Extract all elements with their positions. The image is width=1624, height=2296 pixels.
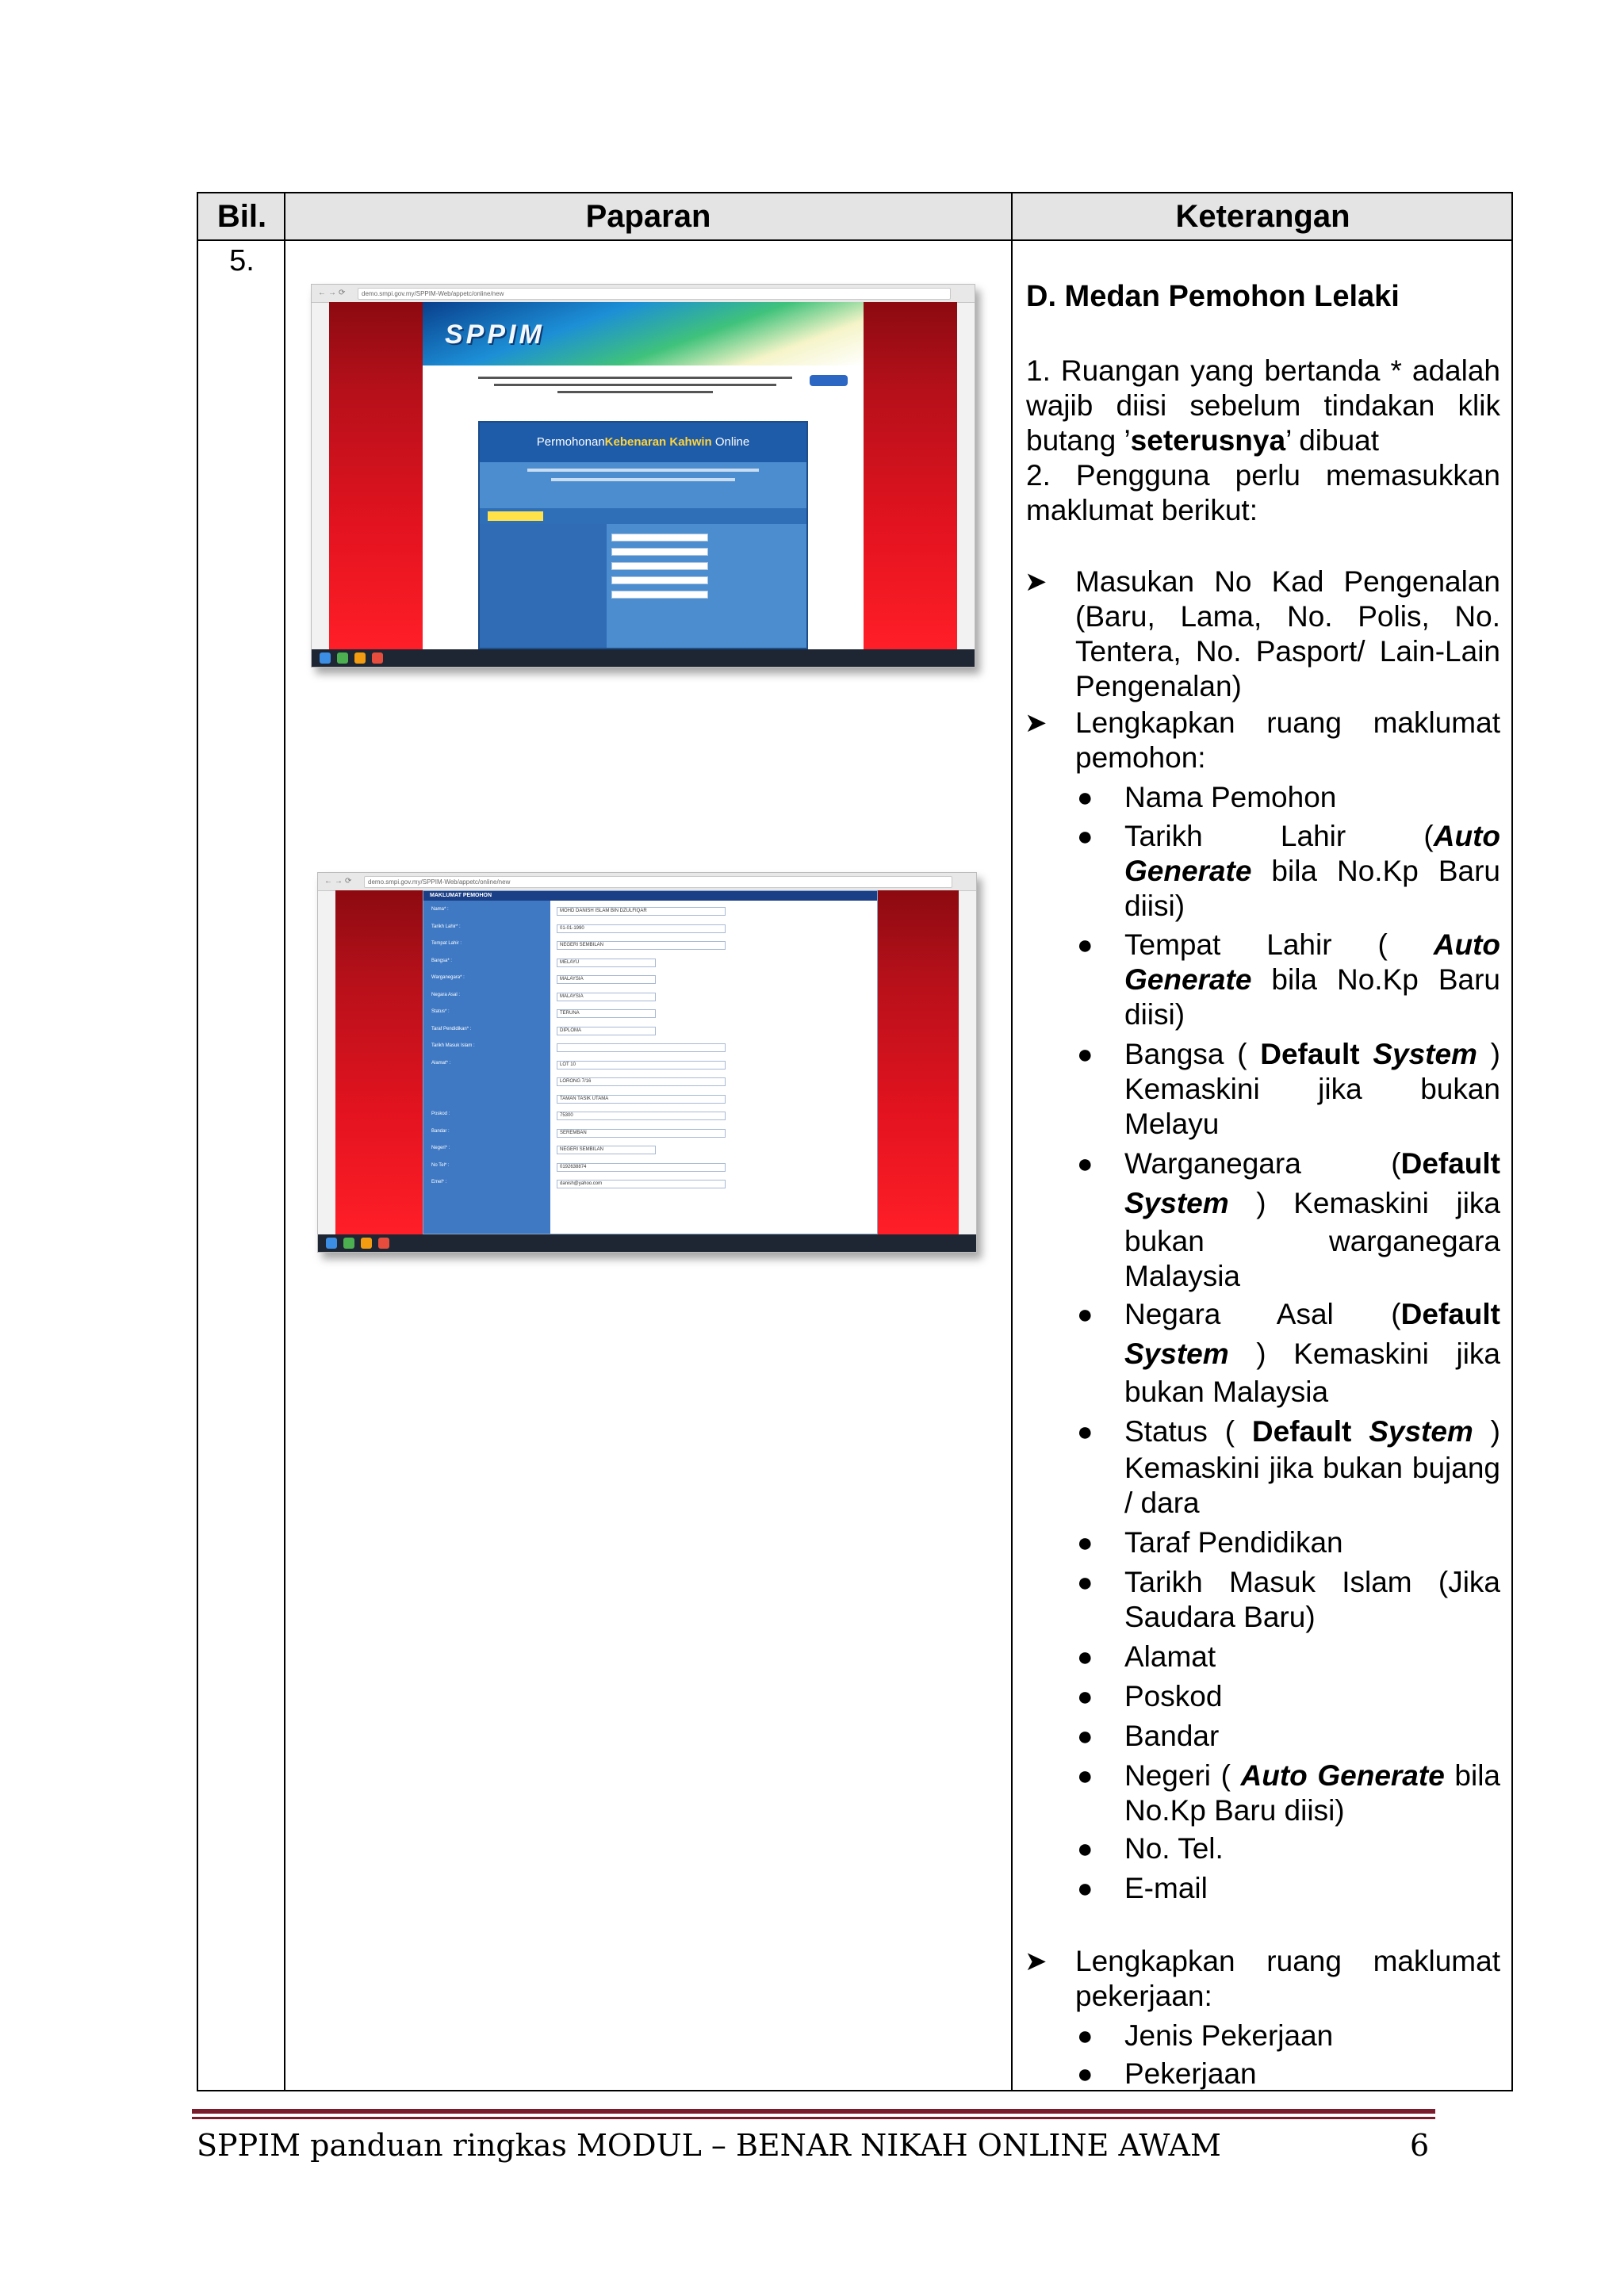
form-field-label: Negara Asal : [431,992,461,997]
form-field-label: Alamat* : [431,1060,451,1066]
address-bar: demo.smpi.gov.my/SPPIM-Web/appetc/online/new [358,288,951,300]
bullet-icon: ● [1077,1528,1094,1558]
list-line: Lengkapkan ruang maklumat [1075,1945,1500,1977]
bullet-icon: ● [1077,1721,1094,1751]
ic-baru-field [611,534,708,541]
bullet-icon: ● [1077,930,1094,960]
bullet-icon: ● [1077,821,1094,851]
form-field-label: Nama* : [431,907,449,912]
form-field-value: 01-01-1990 [557,924,726,933]
column-divider [284,193,285,2090]
form-field-label: Taraf Pendidikan* : [431,1026,472,1031]
windows-taskbar [318,1234,976,1252]
arrow-bullet-icon: ➤ [1025,1946,1048,1976]
list-item: Alamat [1124,1640,1216,1673]
polis-field [611,562,708,570]
section-heading: D. Medan Pemohon Lelaki [1026,280,1400,313]
list-line: Generate bila No.Kp Baru [1124,963,1500,996]
tentera-field [611,576,708,584]
list-line: Status ( Default System ) [1124,1415,1500,1448]
list-line: diisi) [1124,890,1185,922]
list-line: Tarikh Lahir (Auto [1124,820,1500,852]
screenshot-applicant-form [317,872,977,1253]
list-line: / dara [1124,1487,1200,1519]
form-field-label: Tempat Lahir : [431,941,462,946]
list-item: Bandar [1124,1720,1220,1752]
browser-nav-icon: ←→⟳ [324,877,354,886]
bullet-icon: ● [1077,783,1094,813]
list-line: Bangsa ( Default System ) [1124,1038,1500,1070]
form-label-column [480,524,607,648]
bullet-icon: ● [1077,1761,1094,1791]
list-line: Malaysia [1124,1260,1240,1292]
form-field-value: LORONG 7/16 [557,1077,726,1086]
list-line: diisi) [1124,998,1185,1031]
screenshot-application-start [311,284,975,668]
app-icon [337,652,348,664]
paragraph-line: wajib diisi sebelum tindakan klik [1026,389,1500,422]
bullet-icon: ● [1077,2021,1094,2051]
windows-taskbar [312,649,975,667]
paragraph-line: butang ’seterusnya’ dibuat [1026,424,1379,457]
form-field-value [557,1043,726,1052]
sppim-logo: SPPIM [445,320,545,350]
decorative-red-side-right [864,302,957,649]
list-line: Masukan No Kad Pengenalan [1075,565,1500,598]
list-line: Tarikh Masuk Islam (Jika [1124,1566,1500,1598]
paragraph-line: 2. Pengguna perlu memasukkan [1026,459,1500,492]
address-bar: demo.smpi.gov.my/SPPIM-Web/appetc/online/new [364,876,952,888]
list-line: Kemaskini jika bukan [1124,1073,1500,1105]
bullet-icon: ● [1077,1642,1094,1672]
app-icon [343,1238,354,1249]
form-field-label: Emel* : [431,1180,447,1184]
form-field-label: Bangsa* : [431,958,453,963]
bullet-icon: ● [1077,1417,1094,1447]
form-field-value: danish@yahoo.com [557,1180,726,1188]
list-line: Melayu [1124,1108,1220,1140]
column-divider [1011,193,1013,2090]
browser-toolbar [318,873,976,891]
form-field-label: Tarikh Lahir* : [431,924,461,929]
list-item: Nama Pemohon [1124,781,1337,813]
arrow-bullet-icon: ➤ [1025,567,1048,597]
list-line: Lengkapkan ruang maklumat [1075,706,1500,739]
bullet-icon: ● [1077,2059,1094,2089]
form-field-value: TAMAN TASIK UTAMA [557,1095,726,1104]
app-icon [378,1238,389,1249]
app-icon [372,652,383,664]
form-field-label: Negeri* : [431,1146,450,1150]
active-step [488,511,543,521]
list-line: System ) Kemaskini jika [1124,1187,1500,1219]
list-line: Tempat Lahir ( Auto [1124,928,1500,961]
app-icon [354,652,366,664]
intro-text-block [462,372,808,404]
browser-toolbar [312,285,975,303]
pasport-field [611,591,708,599]
list-line: No.Kp Baru diisi) [1124,1794,1345,1827]
footer-text: SPPIM panduan ringkas MODUL – BENAR NIKAH ONLINE AWAM [197,2128,1221,2163]
bullet-icon: ● [1077,1299,1094,1330]
list-line: bukan Malaysia [1124,1376,1329,1408]
form-field-label: Tarikh Masuk Islam : [431,1043,475,1048]
list-item: Poskod [1124,1680,1223,1712]
list-item: No. Tel. [1124,1832,1224,1865]
paragraph-line: 1. Ruangan yang bertanda * adalah [1026,354,1500,387]
form-field-value: NEGERI SEMBILAN [557,1146,656,1154]
page-number: 6 [1410,2128,1430,2163]
list-line: (Baru, Lama, No. Polis, No. [1075,600,1500,633]
decorative-red-side-left [335,890,423,1234]
form-field-value: MALAYSIA [557,975,656,984]
bullet-icon: ● [1077,1873,1094,1904]
form-field-value: MELAYU [557,959,656,967]
paragraph-line: maklumat berikut: [1026,494,1258,526]
form-box [478,421,808,649]
list-line: Negeri ( Auto Generate bila [1124,1759,1500,1792]
form-field-value: NEGERI SEMBILAN [557,941,726,950]
start-icon [320,652,331,664]
bullet-icon: ● [1077,1039,1094,1070]
header-keterangan: Keterangan [1175,199,1350,234]
decorative-red-side-left [329,302,423,649]
list-line: System ) Kemaskini jika [1124,1337,1500,1370]
footer-rule [192,2109,1435,2114]
instruction-line [527,469,759,472]
form-title: PermohonanKebenaran Kahwin Online [480,423,806,462]
instruction-line [551,478,735,481]
ic-lama-field [611,548,708,556]
form-field-label: Warganegara* : [431,975,465,980]
form-field-value: 75300 [557,1112,726,1120]
web-page [423,302,864,649]
bullet-icon: ● [1077,1834,1094,1864]
bullet-icon: ● [1077,1567,1094,1598]
list-line: Tentera, No. Pasport/ Lain-Lain [1075,635,1500,668]
form-steps-bar [480,508,806,524]
list-item: Pekerjaan [1124,2057,1257,2090]
panduan-button [810,375,848,386]
form-field-label: Poskod : [431,1112,450,1116]
form-field-value: DIPLOMA [557,1027,656,1035]
form-field-label: No Tel* : [431,1162,450,1168]
applicant-form [423,890,878,1234]
decorative-red-side-right [878,890,959,1234]
list-line: Saudara Baru) [1124,1601,1316,1633]
list-line: Kemaskini jika bukan bujang [1124,1452,1500,1484]
form-section-header: MAKLUMAT PEMOHON [423,891,877,901]
form-field-value: MALAYSIA [557,993,656,1001]
form-field-label: Status* : [431,1009,450,1014]
list-line: bukan warganegara [1124,1225,1500,1257]
form-field-value: 0192638874 [557,1163,726,1172]
bullet-icon: ● [1077,1682,1094,1712]
app-icon [361,1238,372,1249]
list-item: Taraf Pendidikan [1124,1526,1343,1559]
header-bil: Bil. [216,199,267,234]
form-field-value: LOT 10 [557,1061,726,1070]
footer-rule [192,2117,1435,2119]
form-field-value: SEREMBAN [557,1129,726,1138]
list-line: Generate bila No.Kp Baru [1124,855,1500,887]
list-line: Pengenalan) [1075,670,1242,702]
form-field-label: Bandar : [431,1128,450,1134]
list-item: Jenis Pekerjaan [1124,2019,1334,2052]
list-line: Warganegara (Default [1124,1147,1500,1180]
form-field-value: MOHD DANISH ISLAM BIN DZULFIQAR [557,907,726,916]
row-number: 5. [229,244,255,277]
start-icon [326,1238,337,1249]
list-line: pemohon: [1075,741,1206,774]
bullet-icon: ● [1077,1149,1094,1179]
list-line: Negara Asal (Default [1124,1298,1500,1330]
list-line: pekerjaan: [1075,1980,1212,2012]
form-field-value: TERUNA [557,1009,656,1018]
list-item: E-mail [1124,1872,1208,1904]
sppim-banner [423,302,864,365]
browser-nav-icon: ←→⟳ [318,289,348,297]
arrow-bullet-icon: ➤ [1025,708,1048,738]
header-paparan: Paparan [585,199,711,234]
